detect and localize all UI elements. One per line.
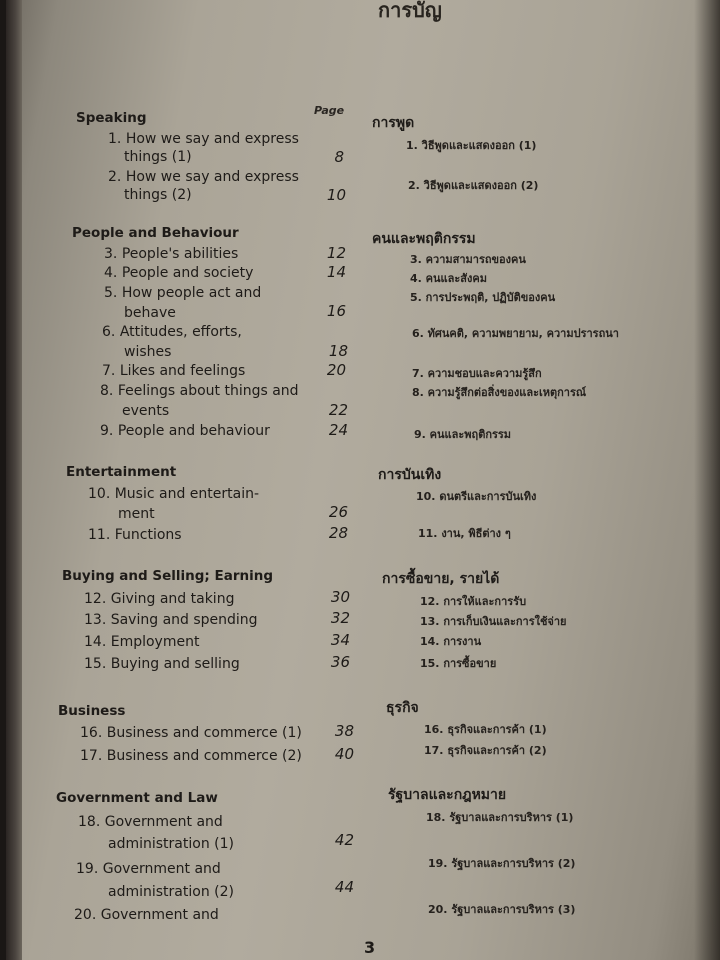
page-edge-shadow [694,0,720,960]
entry-page-16: 38 [334,722,354,740]
toc-entry-13 [84,611,258,629]
entry-text: People's abilities [121,246,239,262]
entry-text: People and society [121,265,254,281]
thai-entry-5: 5. การประพฤติ, ปฏิบัติของคน [410,291,556,304]
entry-number: 13. [84,612,107,628]
entry-number: 3. [104,246,118,262]
entry-page-12: 30 [330,588,350,606]
toc-entry-14 [84,633,199,651]
section-heading-business: Business [58,703,126,719]
entry-number: 15. [84,656,107,672]
entry-number: 12. [84,591,107,607]
entry-page-15: 36 [330,653,350,671]
entry-number: 20. [74,907,97,923]
toc-entry-6-cont: wishes [124,344,172,360]
thai-heading-entertainment: การบันเทิง [378,467,442,483]
entry-number: 14. [84,634,107,650]
toc-entry-17 [80,747,302,765]
toc-entry-20 [74,906,219,924]
thai-entry-6: 6. ทัศนคติ, ความพยายาม, ความปรารถนา [412,327,619,340]
entry-number: 9. [100,423,114,439]
cut-off-title: การบัญ [378,0,442,22]
entry-text: Saving and spending [110,612,258,628]
entry-text: Government and [104,814,223,830]
toc-entry-3 [104,245,238,263]
entry-page-9: 24 [328,421,348,439]
entry-text: People and behaviour [117,423,270,439]
thai-entry-4: 4. คนและสังคม [410,272,487,285]
entry-page-18: 42 [334,831,354,849]
toc-entry-7 [102,362,245,380]
thai-entry-20: 20. รัฐบาลและการบริหาร (3) [428,903,576,916]
entry-page-3: 12 [326,244,346,262]
entry-text: Government and [102,861,221,877]
entry-text: Music and entertain- [114,486,260,502]
toc-entry-2-cont: things (2) [124,187,192,203]
toc-entry-9 [100,422,270,440]
toc-entry-16 [80,724,302,742]
toc-entry-19-cont: administration (2) [108,884,234,900]
toc-entry-10 [88,485,259,503]
thai-entry-9: 9. คนและพฤติกรรม [414,428,512,441]
thai-heading-buying: การซื้อขาย, รายได้ [382,571,500,587]
thai-heading-speaking: การพูด [372,115,415,131]
toc-entry-5-cont: behave [124,305,176,321]
thai-entry-2: 2. วิธีพูดและแสดงออก (2) [408,179,539,192]
toc-entry-8-cont: events [122,403,170,419]
entry-number: 7. [102,363,116,379]
toc-entry-6 [102,323,242,341]
thai-entry-12: 12. การให้และการรับ [420,595,527,608]
entry-number: 19. [76,861,99,877]
entry-page-8: 22 [328,401,348,419]
toc-entry-5 [104,284,261,302]
entry-number: 16. [80,725,103,741]
entry-text: Feelings about things and [117,383,299,399]
thai-entry-18: 18. รัฐบาลและการบริหาร (1) [426,811,574,824]
thai-entry-19: 19. รัฐบาลและการบริหาร (2) [428,857,576,870]
toc-entry-2 [108,168,299,186]
entry-text: Business and commerce (2) [106,748,302,764]
thai-heading-people: คนและพฤติกรรม [372,231,476,247]
book-page [6,0,720,960]
entry-number: 11. [88,527,111,543]
thai-entry-15: 15. การซื้อขาย [420,657,497,670]
thai-entry-3: 3. ความสามารถของคน [410,253,526,266]
thai-entry-8: 8. ความรู้สึกต่อสิ่งของและเหตุการณ์ [412,386,587,399]
entry-page-11: 28 [328,524,348,542]
entry-number: 8. [100,383,114,399]
thai-entry-14: 14. การงาน [420,635,482,648]
toc-entry-1-cont: things (1) [124,149,192,165]
entry-text: Attitudes, efforts, [119,324,242,340]
entry-text: Business and commerce (1) [106,725,302,741]
toc-entry-18-cont: administration (1) [108,836,234,852]
toc-entry-12 [84,590,234,608]
entry-page-4: 14 [326,263,346,281]
toc-entry-11 [88,526,182,544]
thai-heading-business: ธุรกิจ [386,700,419,716]
entry-text: Buying and selling [110,656,240,672]
entry-page-13: 32 [330,609,350,627]
entry-number: 17. [80,748,103,764]
toc-entry-19 [76,860,221,878]
entry-page-1: 8 [334,148,344,166]
entry-text: How people act and [121,285,262,301]
entry-number: 18. [78,814,101,830]
entry-page-2: 10 [326,186,346,204]
entry-text: Employment [110,634,200,650]
page-number: 3 [364,938,376,957]
thai-heading-government: รัฐบาลและกฎหมาย [388,787,507,803]
thai-entry-16: 16. ธุรกิจและการค้า (1) [424,723,547,736]
entry-number: 2. [108,169,122,185]
book-spine [6,0,22,960]
toc-entry-1 [108,130,299,148]
entry-page-19: 44 [334,878,354,896]
entry-number: 6. [102,324,116,340]
entry-number: 4. [104,265,118,281]
section-heading-speaking: Speaking [76,110,147,126]
entry-text: Giving and taking [110,591,235,607]
section-heading-people: People and Behaviour [72,225,239,241]
thai-entry-10: 10. ดนตรีและการบันเทิง [416,490,537,503]
entry-page-10: 26 [328,503,348,521]
entry-page-5: 16 [326,302,346,320]
toc-entry-15 [84,655,240,673]
toc-entry-10-cont: ment [118,506,155,522]
entry-text: How we say and express [125,169,299,185]
toc-entry-4 [104,264,253,282]
entry-text: Functions [114,527,182,543]
entry-page-14: 34 [330,631,350,649]
entry-number: 5. [104,285,118,301]
entry-number: 10. [88,486,111,502]
section-heading-entertainment: Entertainment [66,464,177,480]
toc-entry-8 [100,382,299,400]
page-column-label: Page [314,104,345,117]
thai-entry-17: 17. ธุรกิจและการค้า (2) [424,744,547,757]
entry-page-17: 40 [334,745,354,763]
section-heading-government: Government and Law [56,790,218,806]
entry-text: Government and [100,907,219,923]
section-heading-buying: Buying and Selling; Earning [62,568,274,584]
entry-page-6: 18 [328,342,348,360]
thai-entry-7: 7. ความชอบและความรู้สึก [412,367,542,380]
thai-entry-13: 13. การเก็บเงินและการใช้จ่าย [420,615,567,628]
entry-page-7: 20 [326,361,346,379]
entry-text: Likes and feelings [119,363,246,379]
thai-entry-11: 11. งาน, พิธีต่าง ๆ [418,527,511,540]
entry-text: How we say and express [125,131,299,147]
thai-entry-1: 1. วิธีพูดและแสดงออก (1) [406,139,537,152]
toc-entry-18 [78,813,223,831]
entry-number: 1. [108,131,122,147]
